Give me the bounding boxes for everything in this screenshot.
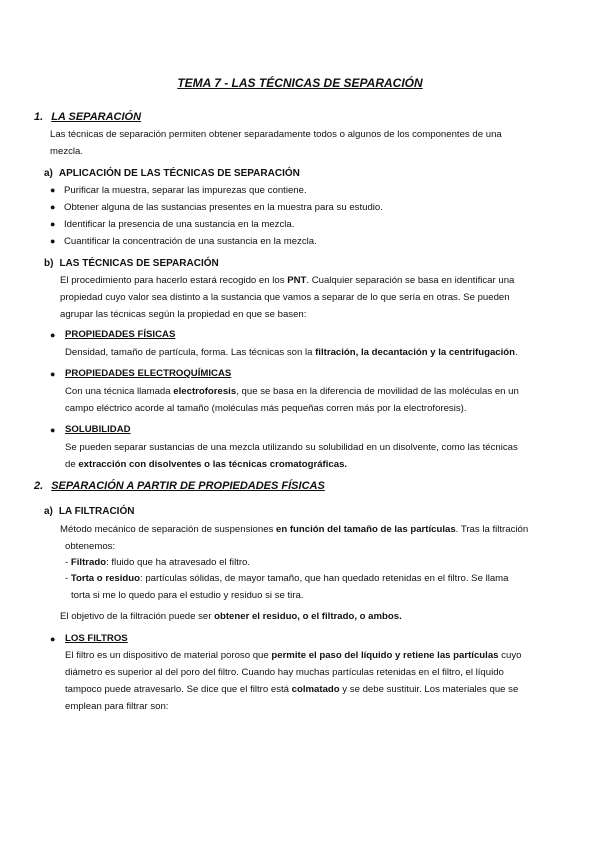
filters-line-4: emplean para filtrar son: bbox=[65, 701, 169, 712]
text-run: : fluido que ha atravesado el filtro. bbox=[106, 557, 251, 568]
section-1b-line-2: propiedad cuyo valor sea distinto a la sustancia que vamos a separar de lo que sería en otras. Se pueden bbox=[60, 292, 510, 303]
filters-heading: LOS FILTROS bbox=[65, 633, 128, 644]
bullet-icon: ● bbox=[50, 236, 56, 246]
section-1a-title: APLICACIÓN DE LAS TÉCNICAS DE SEPARACIÓN bbox=[58, 168, 300, 179]
solubility-line-2 bbox=[65, 456, 347, 473]
pnt-term: PNT bbox=[287, 275, 307, 286]
text-run: El procedimiento para hacerlo estará recogido en los bbox=[60, 275, 288, 286]
electrochemical-line-1 bbox=[65, 383, 519, 400]
text-run: tampoco puede atravesarlo. Se dice que el filtro está bbox=[65, 684, 292, 695]
bullet-icon: ● bbox=[50, 185, 56, 195]
filters-line-3 bbox=[65, 681, 518, 698]
text-run: . bbox=[515, 347, 518, 358]
bullet-icon: ● bbox=[50, 369, 56, 379]
section-2a-heading bbox=[44, 506, 134, 517]
emphasis: electroforesis bbox=[173, 386, 237, 397]
section-2a-number: a) bbox=[44, 506, 53, 517]
term: Filtrado bbox=[70, 557, 107, 568]
bullet-icon: ● bbox=[50, 219, 56, 229]
section-1-heading bbox=[34, 111, 141, 123]
section-2-title: SEPARACIÓN A PARTIR DE PROPIEDADES FÍSICAS bbox=[51, 480, 325, 492]
filtration-line-1 bbox=[60, 521, 528, 538]
term: Torta o residuo bbox=[70, 573, 140, 584]
text-run: El objetivo de la filtración puede ser bbox=[60, 611, 215, 622]
section-2a-title: LA FILTRACIÓN bbox=[58, 506, 135, 517]
text-run: y se debe sustituir. Los materiales que se bbox=[339, 684, 519, 695]
section-1b-title: LAS TÉCNICAS DE SEPARACIÓN bbox=[59, 258, 219, 269]
list-item-text: Obtener alguna de las sustancias presentes en la muestra para su estudio. bbox=[64, 202, 383, 213]
list-item-text: Identificar la presencia de una sustancia en la mezcla. bbox=[64, 219, 295, 230]
text-run: Con una técnica llamada bbox=[65, 386, 174, 397]
section-1b-heading bbox=[44, 258, 219, 269]
section-1b-line-3: agrupar las técnicas según la propiedad en que se basen: bbox=[60, 309, 307, 320]
bullet-icon: ● bbox=[50, 634, 56, 644]
emphasis: colmatado bbox=[291, 684, 340, 695]
section-1-intro-line-2: mezcla. bbox=[50, 146, 84, 157]
filtrate-definition bbox=[65, 554, 250, 571]
dash: - bbox=[65, 573, 71, 584]
text-run: . Cualquier separación se basa en identificar una bbox=[306, 275, 515, 286]
bullet-icon: ● bbox=[50, 202, 56, 212]
bullet-icon: ● bbox=[50, 425, 56, 435]
emphasis: en función del tamaño de las partículas bbox=[276, 524, 456, 535]
residue-definition-line-2: torta si me lo quedo para el estudio y residuo si se tira. bbox=[71, 590, 304, 601]
text-run: de bbox=[65, 459, 79, 470]
section-1-title: LA SEPARACIÓN bbox=[51, 111, 142, 123]
emphasis: obtener el residuo, o el filtrado, o ambos. bbox=[214, 611, 402, 622]
section-1b-number: b) bbox=[44, 258, 54, 269]
section-1-number: 1. bbox=[34, 111, 44, 123]
physical-properties-text bbox=[65, 344, 518, 361]
list-item-text: Cuantificar la concentración de una sustancia en la mezcla. bbox=[64, 236, 317, 247]
text-run: . Tras la filtración bbox=[455, 524, 529, 535]
solubility-line-1: Se pueden separar sustancias de una mezcla utilizando su solubilidad en un disolvente, como las técnicas bbox=[65, 442, 518, 453]
section-1b-line-1 bbox=[60, 272, 514, 289]
text-run: : partículas sólidas, de mayor tamaño, que han quedado retenidas en el filtro. Se llama bbox=[140, 573, 509, 584]
emphasis: extracción con disolventes o las técnicas cromatográficas. bbox=[78, 459, 348, 470]
section-2-heading bbox=[34, 480, 325, 492]
electrochemical-line-2: campo eléctrico acorde al tamaño (moléculas más pequeñas corren más por la electroforesis). bbox=[65, 403, 467, 414]
bullet-icon: ● bbox=[50, 330, 56, 340]
filtration-objective bbox=[60, 608, 402, 625]
text-run: El filtro es un dispositivo de material poroso que bbox=[65, 650, 272, 661]
filters-line-2: diámetro es superior al del poro del filtro. Cuando hay muchas partículas retenidas en el filtro, el líquido bbox=[65, 667, 504, 678]
text-run: Densidad, tamaño de partícula, forma. Las técnicas son la bbox=[65, 347, 316, 358]
text-run: , que se basa en la diferencia de movilidad de las moléculas en un bbox=[236, 386, 519, 397]
list-item-text: Purificar la muestra, separar las impurezas que contiene. bbox=[64, 185, 307, 196]
section-1a-number: a) bbox=[44, 168, 53, 179]
text-run: cuyo bbox=[498, 650, 522, 661]
text-run: Método mecánico de separación de suspensiones bbox=[60, 524, 276, 535]
physical-properties-heading: PROPIEDADES FÍSICAS bbox=[65, 329, 176, 340]
residue-definition bbox=[65, 570, 509, 587]
dash: - bbox=[65, 557, 71, 568]
section-1a-heading bbox=[44, 168, 300, 179]
section-2-number: 2. bbox=[34, 480, 44, 492]
emphasis: permite el paso del líquido y retiene las partículas bbox=[271, 650, 499, 661]
section-1-intro-line-1: Las técnicas de separación permiten obtener separadamente todos o algunos de los componentes de una bbox=[50, 129, 502, 140]
emphasis: filtración, la decantación y la centrifugación bbox=[315, 347, 516, 358]
page-title: TEMA 7 - LAS TÉCNICAS DE SEPARACIÓN bbox=[177, 76, 423, 90]
solubility-heading: SOLUBILIDAD bbox=[65, 424, 131, 435]
filtration-line-2: obtenemos: bbox=[65, 541, 116, 552]
electrochemical-properties-heading: PROPIEDADES ELECTROQUÍMICAS bbox=[65, 368, 232, 379]
filters-line-1 bbox=[65, 647, 521, 664]
